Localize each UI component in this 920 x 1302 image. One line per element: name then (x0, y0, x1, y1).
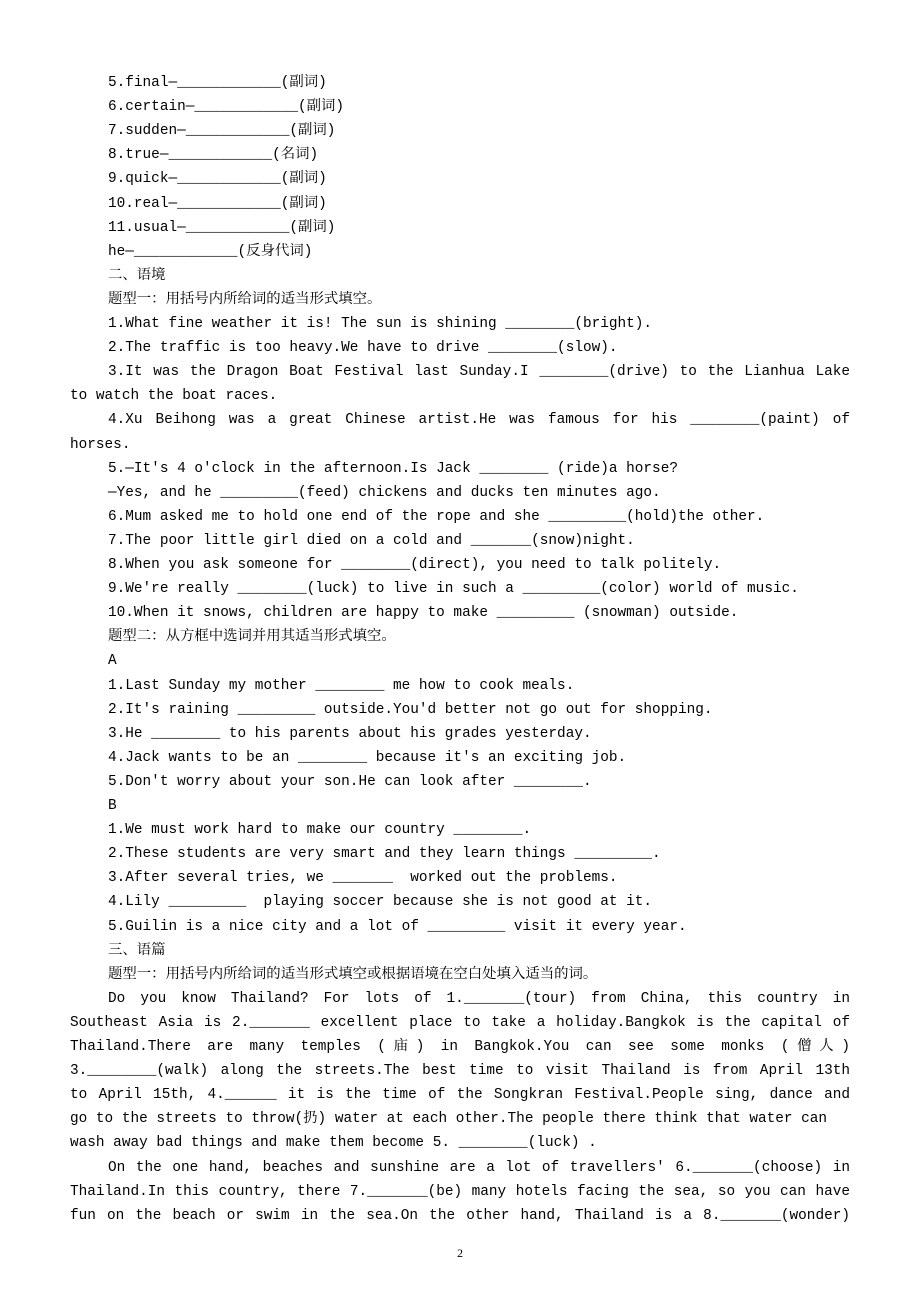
text-line: 8.When you ask someone for ________(direct), you need to talk politely. (108, 557, 722, 573)
text-line: A (108, 653, 117, 670)
text-line: Thailand.In this country, there 7._______(be) many hotels facing the sea, so you can have (70, 1183, 850, 1200)
text-line: On the one hand, beaches and sunshine are a lot of travellers' 6._______(choose) in (108, 1159, 850, 1176)
page-number: 2 (457, 1246, 463, 1260)
text-line: 4.Lily _________ playing soccer because she is not good at it. (108, 894, 653, 911)
text-line: 题型一：用括号内所给词的适当形式填空。 (108, 291, 382, 308)
text-line: 5.final—____________(副词) (108, 75, 327, 91)
text-line: 5.Guilin is a nice city and a lot of _________ visit it every year. (108, 918, 687, 935)
text-line: to April 15th, 4.______ it is the time of the Songkran Festival.People sing, dance and (70, 1087, 850, 1104)
text-line: 3.It was the Dragon Boat Festival last Sunday.I ________(drive) to the Lianhua Lake (108, 364, 850, 381)
text-line: 8.true—____________(名词) (108, 147, 319, 164)
text-line: 9.We're really ________(luck) to live in such a _________(color) world of music. (108, 581, 799, 598)
text-line: 7.sudden—____________(副词) (108, 123, 336, 140)
text-line: he—____________(反身代词) (108, 243, 313, 260)
text-line: 4.Jack wants to be an ________ because it's an exciting job. (108, 749, 627, 766)
text-line: 6.certain—____________(副词) (108, 99, 345, 116)
text-line: Southeast Asia is 2._______ excellent place to take a holiday.Bangkok is the capital of (70, 1014, 850, 1031)
text-line: 1.We must work hard to make our country ________. (108, 822, 532, 839)
text-line: 5.—It's 4 o'clock in the afternoon.Is Jack ________ (ride)a horse? (108, 460, 678, 477)
text-line: —Yes, and he _________(feed) chickens and ducks ten minutes ago. (108, 484, 661, 501)
text-line: 4.Xu Beihong was a great Chinese artist.He was famous for his ________(paint) of (108, 412, 850, 429)
text-line: 7.The poor little girl died on a cold and _______(snow)night. (108, 532, 635, 549)
text-line: 题型一：用括号内所给词的适当形式填空或根据语境在空白处填入适当的词。 (108, 966, 598, 983)
text-line: 10.real—____________(副词) (108, 195, 327, 212)
text-line: fun on the beach or swim in the sea.On the other hand, Thailand is a 8._______(wonder) (70, 1207, 850, 1224)
text-line: 9.quick—____________(副词) (108, 171, 327, 188)
text-line: Do you know Thailand? For lots of 1._______(tour) from China, this country in (108, 990, 850, 1007)
text-line: to watch the boat races. (70, 388, 278, 405)
text-line: wash away bad things and make them become 5. ________(luck) . (70, 1135, 597, 1152)
text-line: 6.Mum asked me to hold one end of the rope and she _________(hold)the other. (108, 508, 765, 525)
text-line: go to the streets to throw(扔) water at each other.The people there think that water can (70, 1111, 828, 1128)
text-line: Thailand.There are many temples (庙) in Bangkok.You can see some monks (僧人) (70, 1039, 850, 1055)
text-line: horses. (70, 436, 131, 453)
text-line: 1.What fine weather it is! The sun is shining ________(bright). (108, 316, 653, 332)
text-line: 1.Last Sunday my mother ________ me how to cook meals. (108, 677, 575, 694)
text-line: B (108, 798, 117, 814)
text-line: 2.The traffic is too heavy.We have to drive ________(slow). (108, 340, 618, 357)
text-line: 3.He ________ to his parents about his grades yesterday. (108, 725, 592, 742)
text-line: 题型二：从方框中选词并用其适当形式填空。 (108, 629, 396, 646)
text-line: 三、语篇 (108, 942, 166, 959)
text-line: 二、语境 (108, 267, 166, 284)
text-line: 3.After several tries, we _______ worked out the problems. (108, 870, 618, 887)
text-line: 11.usual—____________(副词) (108, 219, 336, 236)
text-line: 2.These students are very smart and they learn things _________. (108, 846, 661, 863)
text-line: 10.When it snows, children are happy to make _________ (snowman) outside. (108, 605, 739, 622)
text-line: 5.Don't worry about your son.He can look after ________. (108, 773, 592, 790)
text-line: 3.________(walk) along the streets.The best time to visit Thailand is from April 13th (70, 1063, 850, 1080)
text-line: 2.It's raining _________ outside.You'd better not go out for shopping. (108, 701, 713, 718)
